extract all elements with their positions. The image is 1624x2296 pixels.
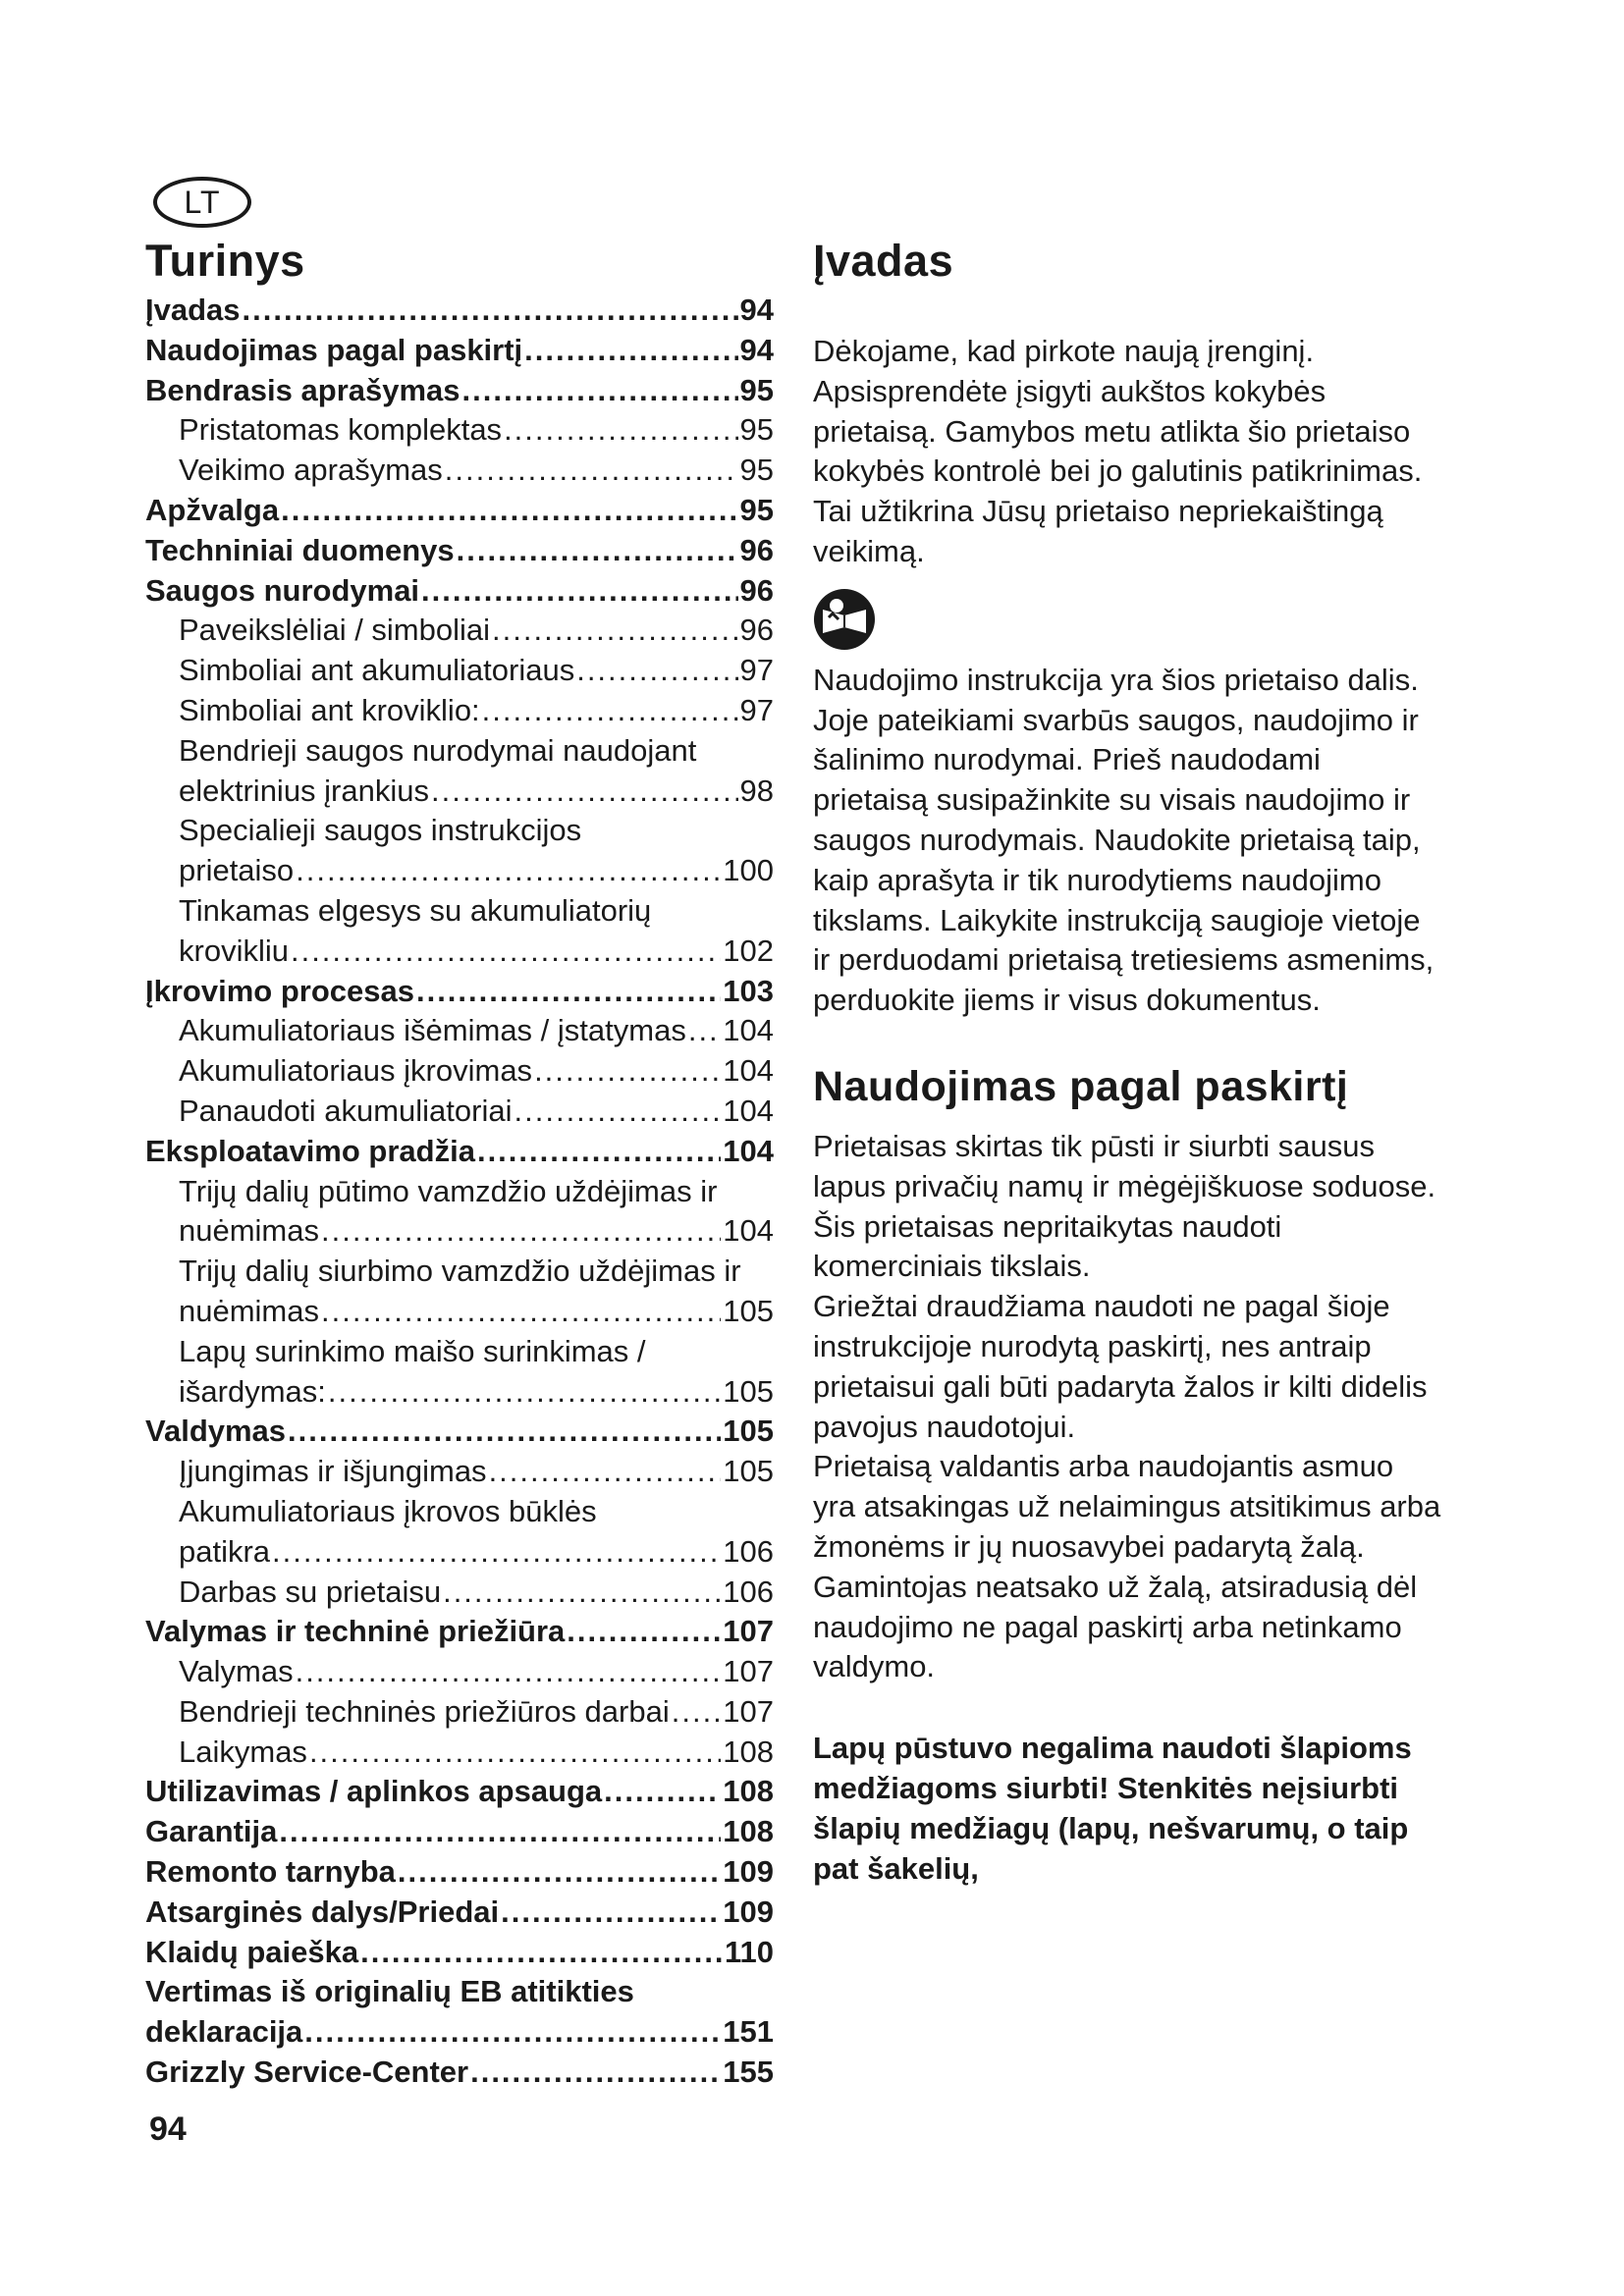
toc-entry bbox=[145, 1492, 774, 1532]
toc-leader-dots bbox=[443, 1573, 721, 1613]
toc-entry-page: 102 bbox=[723, 933, 774, 968]
toc-entry-text: Lapų surinkimo maišo surinkimas / bbox=[179, 1333, 646, 1368]
toc-entry bbox=[145, 1573, 774, 1613]
toc-leader-dots bbox=[304, 2012, 721, 2053]
toc-leader-dots bbox=[492, 611, 738, 651]
intro-title: Įvadas bbox=[813, 236, 954, 286]
intended-use-paragraph-4: Prietaisą valdantis arba naudojantis asmuo yra atsakingas už nelaimingus atsitikimus arba žmonėms ir jų nuosavybei padarytą žalą. bbox=[813, 1449, 1441, 1564]
toc-entry-page: 107 bbox=[723, 1654, 774, 1689]
toc-entry bbox=[145, 1972, 774, 2012]
toc-entry-text: Darbas su prietaisu bbox=[179, 1574, 442, 1609]
toc-entry bbox=[145, 1532, 774, 1573]
toc-entry-text: Naudojimas pagal paskirtį bbox=[145, 332, 523, 367]
toc-entry bbox=[145, 410, 774, 451]
toc-entry-page: 95 bbox=[739, 492, 774, 527]
toc-leader-dots bbox=[462, 371, 738, 411]
toc-entry bbox=[145, 1092, 774, 1132]
toc-entry-text: Simboliai ant kroviklio: bbox=[179, 692, 480, 727]
toc-leader-dots bbox=[321, 1211, 721, 1252]
toc-leader-dots bbox=[321, 1292, 721, 1332]
toc-entry bbox=[145, 811, 774, 851]
intended-use-paragraph-5: Gamintojas neatsako už žalą, atsiradusią dėl naudojimo ne pagal paskirtį arba netinkamo valdymo. bbox=[813, 1569, 1418, 1684]
toc-entry bbox=[145, 1372, 774, 1413]
toc-leader-dots bbox=[328, 1372, 721, 1413]
toc-leader-dots bbox=[534, 1051, 721, 1092]
toc-leader-dots bbox=[604, 1772, 721, 1812]
toc-entry bbox=[145, 1652, 774, 1692]
toc-entry-text: Garantija bbox=[145, 1814, 278, 1849]
toc-entry-text: Trijų dalių pūtimo vamzdžio uždėjimas ir bbox=[179, 1173, 718, 1208]
toc-leader-dots bbox=[296, 851, 721, 891]
toc-entry-page: 96 bbox=[739, 532, 774, 567]
toc-entry-text: Pristatomas komplektas bbox=[179, 412, 503, 448]
toc-entry-page: 151 bbox=[723, 2014, 774, 2050]
toc-entry bbox=[145, 1332, 774, 1372]
toc-entry-text: išardymas: bbox=[179, 1373, 326, 1409]
toc-leader-dots bbox=[482, 691, 738, 731]
toc-leader-dots bbox=[279, 1812, 721, 1852]
toc-entry-page: 97 bbox=[739, 692, 774, 727]
toc-entry bbox=[145, 1612, 774, 1652]
intended-use-paragraph-1: Prietaisas skirtas tik pūsti ir siurbti sausus lapus privačių namų ir mėgėjiškuose soduose. bbox=[813, 1128, 1436, 1203]
toc-entry-page: 98 bbox=[739, 773, 774, 808]
toc-entry bbox=[145, 1772, 774, 1812]
toc-entry-text: nuėmimas bbox=[179, 1213, 319, 1249]
toc-entry bbox=[145, 371, 774, 411]
toc-entry-text: krovikliu bbox=[179, 933, 289, 968]
toc-leader-dots bbox=[243, 291, 738, 331]
toc-entry-page: 94 bbox=[739, 293, 774, 327]
table-of-contents bbox=[145, 232, 774, 2093]
toc-entry-text: Įvadas bbox=[145, 293, 241, 327]
toc-leader-dots bbox=[457, 531, 738, 571]
toc-entry-text: Grizzly Service-Center bbox=[145, 2055, 469, 2090]
toc-entry bbox=[145, 1733, 774, 1773]
toc-leader-dots bbox=[398, 1852, 721, 1893]
toc-leader-dots bbox=[445, 451, 738, 491]
toc-entry bbox=[145, 1412, 774, 1452]
toc-entry bbox=[145, 1292, 774, 1332]
toc-entry bbox=[145, 1172, 774, 1212]
toc-entry-text: Įkrovimo procesas bbox=[145, 973, 414, 1008]
toc-entry bbox=[145, 891, 774, 932]
toc-entry-page: 106 bbox=[723, 1533, 774, 1569]
toc-entry-text: deklaracija bbox=[145, 2014, 303, 2050]
toc-entry bbox=[145, 291, 774, 331]
toc-entry-text: Klaidų paieška bbox=[145, 1934, 359, 1969]
toc-entry-text: Specialieji saugos instrukcijos bbox=[179, 813, 582, 848]
toc-leader-dots bbox=[296, 1652, 722, 1692]
toc-entry-text: Veikimo aprašymas bbox=[179, 453, 443, 488]
toc-entry bbox=[145, 851, 774, 891]
intro-paragraph-2: Naudojimo instrukcija yra šios prietaiso dalis. Joje pateikiami svarbūs saugos, naudojimo ir šalinimo nurodymai. Prieš naudodami prietaisą susipažinkite su visais naudojimo ir saugos nurodymais. Naudokite prietaisą taip, kaip aprašyta ir tik nurodytiems naudojimo tikslams. Laikykite instrukciją saugioje vietoje ir perduodami prietaisą tretiesiems asmenims, perduokite jiems ir visus dokumentus. bbox=[813, 662, 1435, 1018]
read-manual-icon bbox=[813, 588, 876, 651]
toc-entry bbox=[145, 1692, 774, 1733]
toc-leader-dots bbox=[281, 491, 737, 531]
toc-leader-dots bbox=[688, 1011, 721, 1051]
toc-entry-page: 104 bbox=[723, 1053, 774, 1089]
toc-entry-page: 110 bbox=[724, 1934, 774, 1969]
toc-entry-page: 106 bbox=[723, 1574, 774, 1609]
toc-entry-text: Bendrieji techninės priežiūros darbai bbox=[179, 1693, 670, 1729]
toc-entry-page: 96 bbox=[739, 613, 774, 648]
toc-entry-page: 105 bbox=[723, 1293, 774, 1328]
toc-entry-page: 155 bbox=[723, 2055, 774, 2090]
toc-entry bbox=[145, 772, 774, 812]
toc-entry-page: 107 bbox=[723, 1614, 774, 1649]
toc-entry bbox=[145, 1211, 774, 1252]
toc-title: Turinys bbox=[145, 236, 305, 286]
toc-entry bbox=[145, 2053, 774, 2093]
toc-entry-text: Remonto tarnyba bbox=[145, 1854, 396, 1890]
toc-leader-dots bbox=[672, 1692, 722, 1733]
toc-entry-text: Laikymas bbox=[179, 1734, 307, 1769]
intended-use-title: Naudojimas pagal paskirtį bbox=[813, 1062, 1349, 1110]
toc-leader-dots bbox=[470, 2053, 721, 2093]
toc-entry-text: Valdymas bbox=[145, 1414, 287, 1449]
toc-entry-page: 108 bbox=[723, 1814, 774, 1849]
toc-entry-page: 105 bbox=[723, 1373, 774, 1409]
toc-entry-page: 100 bbox=[723, 853, 774, 888]
toc-entry-text: Valymas bbox=[179, 1654, 294, 1689]
toc-leader-dots bbox=[272, 1532, 721, 1573]
wet-material-warning: Lapų pūstuvo negalima naudoti šlapioms medžiagoms siurbti! Stenkitės neįsiurbti šlapių medžiagų (lapų, nešvarumų, o taip pat šakelių, bbox=[813, 1731, 1412, 1886]
toc-entry-page: 105 bbox=[723, 1454, 774, 1489]
toc-entry-page: 95 bbox=[739, 412, 774, 448]
toc-entry bbox=[145, 1132, 774, 1172]
toc-entry-text: patikra bbox=[179, 1533, 271, 1569]
toc-entry-page: 95 bbox=[739, 453, 774, 488]
toc-entry-page: 104 bbox=[723, 1013, 774, 1048]
toc-entry-page: 109 bbox=[723, 1894, 774, 1929]
toc-entry-text: nuėmimas bbox=[179, 1293, 319, 1328]
toc-entry bbox=[145, 611, 774, 651]
toc-entry-text: Bendrieji saugos nurodymai naudojant bbox=[179, 732, 697, 768]
toc-entry-page: 104 bbox=[723, 1133, 774, 1168]
language-badge: LT bbox=[153, 177, 251, 228]
toc-entry-text: Valymas ir techninė priežiūra bbox=[145, 1614, 566, 1649]
toc-entry bbox=[145, 731, 774, 772]
toc-entry bbox=[145, 932, 774, 972]
toc-entry-page: 104 bbox=[723, 1213, 774, 1249]
toc-entry bbox=[145, 1893, 774, 1933]
toc-entry bbox=[145, 1452, 774, 1492]
toc-entry-text: Atsarginės dalys/Priedai bbox=[145, 1894, 500, 1929]
toc-entry-page: 107 bbox=[723, 1693, 774, 1729]
toc-entry-page: 95 bbox=[739, 372, 774, 407]
toc-leader-dots bbox=[360, 1933, 723, 1973]
toc-entry-text: Vertimas iš originalių EB atitikties bbox=[145, 1974, 634, 2009]
toc-entry-page: 108 bbox=[723, 1774, 774, 1809]
toc-entry-text: prietaiso bbox=[179, 853, 295, 888]
toc-leader-dots bbox=[489, 1452, 722, 1492]
toc-leader-dots bbox=[431, 772, 738, 812]
toc-entry bbox=[145, 2012, 774, 2053]
toc-leader-dots bbox=[524, 331, 737, 371]
toc-entry-text: Paveikslėliai / simboliai bbox=[179, 613, 491, 648]
toc-leader-dots bbox=[288, 1412, 721, 1452]
toc-entry bbox=[145, 1252, 774, 1292]
toc-entry-page: 109 bbox=[723, 1854, 774, 1890]
toc-entry-page: 105 bbox=[723, 1414, 774, 1449]
intro-paragraph-1: Dėkojame, kad pirkote naują įrenginį. Apsisprendėte įsigyti aukštos kokybės prietaisą. Gamybos metu atlikta šio prietaiso kokybės kontrolė bei jo galutinis patikrinimas. Tai užtikrina Jūsų prietaiso nepriekaištingą veikimą. bbox=[813, 334, 1423, 568]
toc-entry-page: 104 bbox=[723, 1093, 774, 1128]
intended-use-paragraph-2: Šis prietaisas nepritaikytas naudoti komerciniais tikslais. bbox=[813, 1208, 1282, 1284]
toc-entry-text: Panaudoti akumuliatoriai bbox=[179, 1093, 513, 1128]
toc-leader-dots bbox=[477, 1132, 721, 1172]
toc-leader-dots bbox=[514, 1092, 722, 1132]
toc-entry-page: 108 bbox=[723, 1734, 774, 1769]
toc-entry bbox=[145, 972, 774, 1012]
toc-entry-text: Akumuliatoriaus įkrovos būklės bbox=[179, 1493, 597, 1528]
toc-entry-text: elektrinius įrankius bbox=[179, 773, 429, 808]
toc-list bbox=[145, 291, 774, 2093]
toc-leader-dots bbox=[501, 1893, 721, 1933]
intended-use-paragraph-3: Griežtai draudžiama naudoti ne pagal šioje instrukcijoje nurodytą paskirtį, nes antraip prietaisui gali būti padaryta žalos ir kilti didelis pavojus naudotojui. bbox=[813, 1289, 1428, 1444]
toc-entry bbox=[145, 451, 774, 491]
toc-entry bbox=[145, 1933, 774, 1973]
toc-entry bbox=[145, 531, 774, 571]
toc-entry-text: Saugos nurodymai bbox=[145, 572, 420, 608]
toc-leader-dots bbox=[416, 972, 721, 1012]
introduction-column bbox=[813, 232, 1441, 1889]
toc-entry bbox=[145, 1852, 774, 1893]
toc-entry-page: 97 bbox=[739, 653, 774, 688]
toc-entry-page: 103 bbox=[723, 973, 774, 1008]
toc-entry-text: Trijų dalių siurbimo vamzdžio uždėjimas ir bbox=[179, 1254, 741, 1289]
toc-entry bbox=[145, 1011, 774, 1051]
toc-entry bbox=[145, 331, 774, 371]
toc-entry-text: Simboliai ant akumuliatoriaus bbox=[179, 653, 575, 688]
toc-leader-dots bbox=[291, 932, 721, 972]
toc-leader-dots bbox=[567, 1612, 721, 1652]
toc-leader-dots bbox=[576, 651, 737, 691]
toc-entry-text: Akumuliatoriaus išėmimas / įstatymas bbox=[179, 1013, 686, 1048]
toc-entry-text: Utilizavimas / aplinkos apsauga bbox=[145, 1774, 603, 1809]
toc-entry-page: 96 bbox=[739, 572, 774, 608]
toc-entry-text: Eksploatavimo pradžia bbox=[145, 1133, 475, 1168]
page-number: 94 bbox=[149, 2110, 187, 2148]
toc-entry-text: Bendrasis aprašymas bbox=[145, 372, 460, 407]
toc-entry bbox=[145, 491, 774, 531]
toc-entry-text: Akumuliatoriaus įkrovimas bbox=[179, 1053, 533, 1089]
toc-entry bbox=[145, 691, 774, 731]
toc-entry bbox=[145, 651, 774, 691]
toc-entry bbox=[145, 1812, 774, 1852]
toc-entry bbox=[145, 571, 774, 612]
toc-entry-text: Apžvalga bbox=[145, 492, 280, 527]
toc-entry-page: 94 bbox=[739, 332, 774, 367]
toc-entry-text: Įjungimas ir išjungimas bbox=[179, 1454, 487, 1489]
toc-entry-text: Tinkamas elgesys su akumuliatorių bbox=[179, 892, 652, 928]
toc-leader-dots bbox=[421, 571, 737, 612]
toc-entry bbox=[145, 1051, 774, 1092]
toc-leader-dots bbox=[309, 1733, 721, 1773]
toc-entry-text: Techniniai duomenys bbox=[145, 532, 455, 567]
toc-leader-dots bbox=[504, 410, 737, 451]
